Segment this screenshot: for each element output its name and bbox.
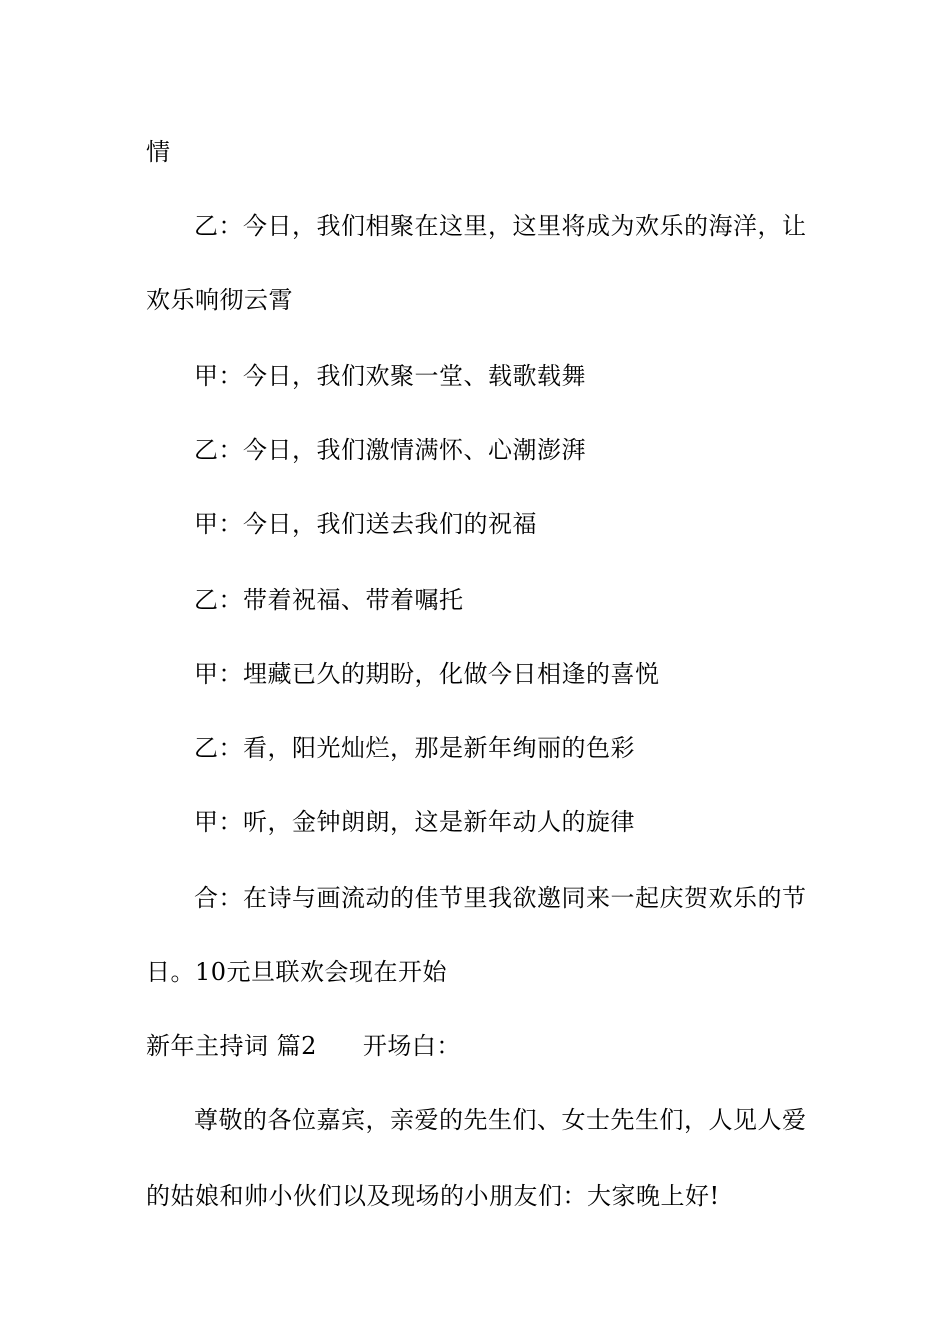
text-line: 乙：看，阳光灿烂，那是新年绚丽的色彩	[194, 734, 635, 762]
text-line: 乙：带着祝福、带着嘱托	[194, 586, 464, 614]
section-subtitle: 开场白：	[362, 1032, 461, 1060]
section-title: 新年主持词 篇2	[146, 1032, 317, 1060]
text-line: 合：在诗与画流动的佳节里我欲邀同来一起庆贺欢乐的节	[194, 884, 807, 912]
text-line: 情	[146, 138, 171, 166]
section-heading	[146, 1032, 461, 1060]
text-line: 甲：听，金钟朗朗，这是新年动人的旋律	[194, 808, 635, 836]
text-line: 乙：今日，我们相聚在这里，这里将成为欢乐的海洋，让	[194, 212, 807, 240]
text-line: 甲：今日，我们欢聚一堂、载歌载舞	[194, 362, 586, 390]
text-line: 乙：今日，我们激情满怀、心潮澎湃	[194, 436, 586, 464]
text-line: 日。10元旦联欢会现在开始	[146, 958, 448, 986]
text-line: 尊敬的各位嘉宾，亲爱的先生们、女士先生们，人见人爱	[194, 1106, 807, 1134]
text-line: 甲：今日，我们送去我们的祝福	[194, 510, 537, 538]
text-line: 甲：埋藏已久的期盼，化做今日相逢的喜悦	[194, 660, 660, 688]
text-line: 的姑娘和帅小伙们以及现场的小朋友们：大家晚上好!	[146, 1182, 720, 1210]
text-line: 欢乐响彻云霄	[146, 286, 293, 314]
